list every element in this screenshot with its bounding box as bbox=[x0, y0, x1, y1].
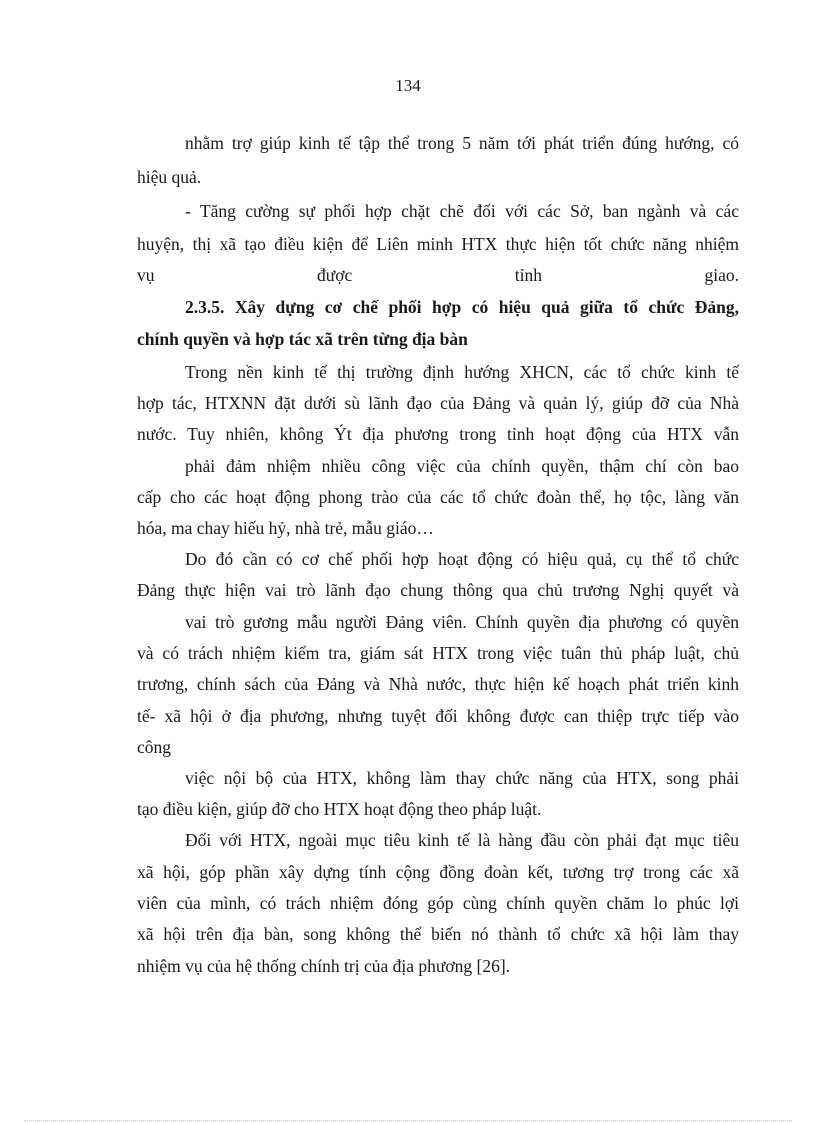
section-heading-line: 2.3.5. Xây dựng cơ chế phối hợp có hiệu quả giữa tổ chức Đảng, bbox=[185, 297, 739, 317]
paragraph-line: trương, chính sách của Đảng và Nhà nước, thực hiện kế hoạch phát triển kinh bbox=[137, 674, 739, 694]
paragraph-line: huyện, thị xã tạo điều kiện để Liên minh HTX thực hiện tốt chức năng nhiệm bbox=[137, 234, 739, 254]
paragraph-line: hiệu quả. bbox=[137, 167, 202, 187]
section-heading-line: chính quyền và hợp tác xã trên từng địa bàn bbox=[137, 329, 468, 349]
paragraph-line: nước. Tuy nhiên, không Ýt địa phương trong tỉnh hoạt động của HTX vẫn bbox=[137, 424, 739, 444]
paragraph-line: cấp cho các hoạt động phong trào của các tổ chức đoàn thể, họ tộc, làng văn bbox=[137, 487, 739, 507]
paragraph-line: việc nội bộ của HTX, không làm thay chức năng của HTX, song phải bbox=[185, 768, 739, 788]
paragraph-line: xã hội trên địa bàn, song không thể biến nó thành tổ chức xã hội làm thay bbox=[137, 924, 739, 944]
paragraph-line: nhằm trợ giúp kinh tế tập thể trong 5 năm tới phát triển đúng hướng, có bbox=[185, 133, 739, 153]
paragraph-line: vai trò gương mẫu người Đảng viên. Chính quyền địa phương có quyền bbox=[185, 612, 739, 632]
paragraph-line: viên của mình, có trách nhiệm đóng góp cùng chính quyền chăm lo phúc lợi bbox=[137, 893, 739, 913]
paragraph-line: phải đảm nhiệm nhiều công việc của chính quyền, thậm chí còn bao bbox=[185, 456, 739, 476]
paragraph-line: vụ được tỉnh giao. bbox=[137, 265, 739, 285]
paragraph-line: - Tăng cường sự phối hợp chặt chẽ đối với các Sở, ban ngành và các bbox=[185, 201, 739, 221]
page-number: 134 bbox=[395, 76, 421, 95]
paragraph-line: Trong nền kinh tế thị trường định hướng XHCN, các tổ chức kinh tế bbox=[185, 362, 739, 382]
paragraph-line: xã hội, góp phần xây dựng tính cộng đồng đoàn kết, tương trợ trong các xã bbox=[137, 862, 739, 882]
paragraph-line: và có trách nhiệm kiểm tra, giám sát HTX trong việc tuân thủ pháp luật, chủ bbox=[137, 643, 739, 663]
paragraph-line: Do đó cần có cơ chế phối hợp hoạt động có hiệu quả, cụ thể tổ chức bbox=[185, 549, 739, 569]
paragraph-line: Đảng thực hiện vai trò lãnh đạo chung thông qua chủ trương Nghị quyết và bbox=[137, 580, 739, 600]
paragraph-line: công bbox=[137, 737, 172, 757]
paragraph-line: tế- xã hội ở địa phương, nhưng tuyệt đối không được can thiệp trực tiếp vào bbox=[137, 706, 739, 726]
paragraph-line: nhiệm vụ của hệ thống chính trị của địa phương [26]. bbox=[137, 956, 511, 976]
page-bottom-divider bbox=[24, 1120, 792, 1121]
paragraph-line: hóa, ma chay hiếu hỷ, nhà trẻ, mẫu giáo… bbox=[137, 518, 434, 538]
paragraph-line: hợp tác, HTXNN đặt dưới sù lãnh đạo của Đảng và quản lý, giúp đỡ của Nhà bbox=[137, 393, 739, 413]
paragraph-line: Đối với HTX, ngoài mục tiêu kinh tế là hàng đầu còn phải đạt mục tiêu bbox=[185, 830, 739, 850]
paragraph-line: tạo điều kiện, giúp đỡ cho HTX hoạt động theo pháp luật. bbox=[137, 799, 542, 819]
